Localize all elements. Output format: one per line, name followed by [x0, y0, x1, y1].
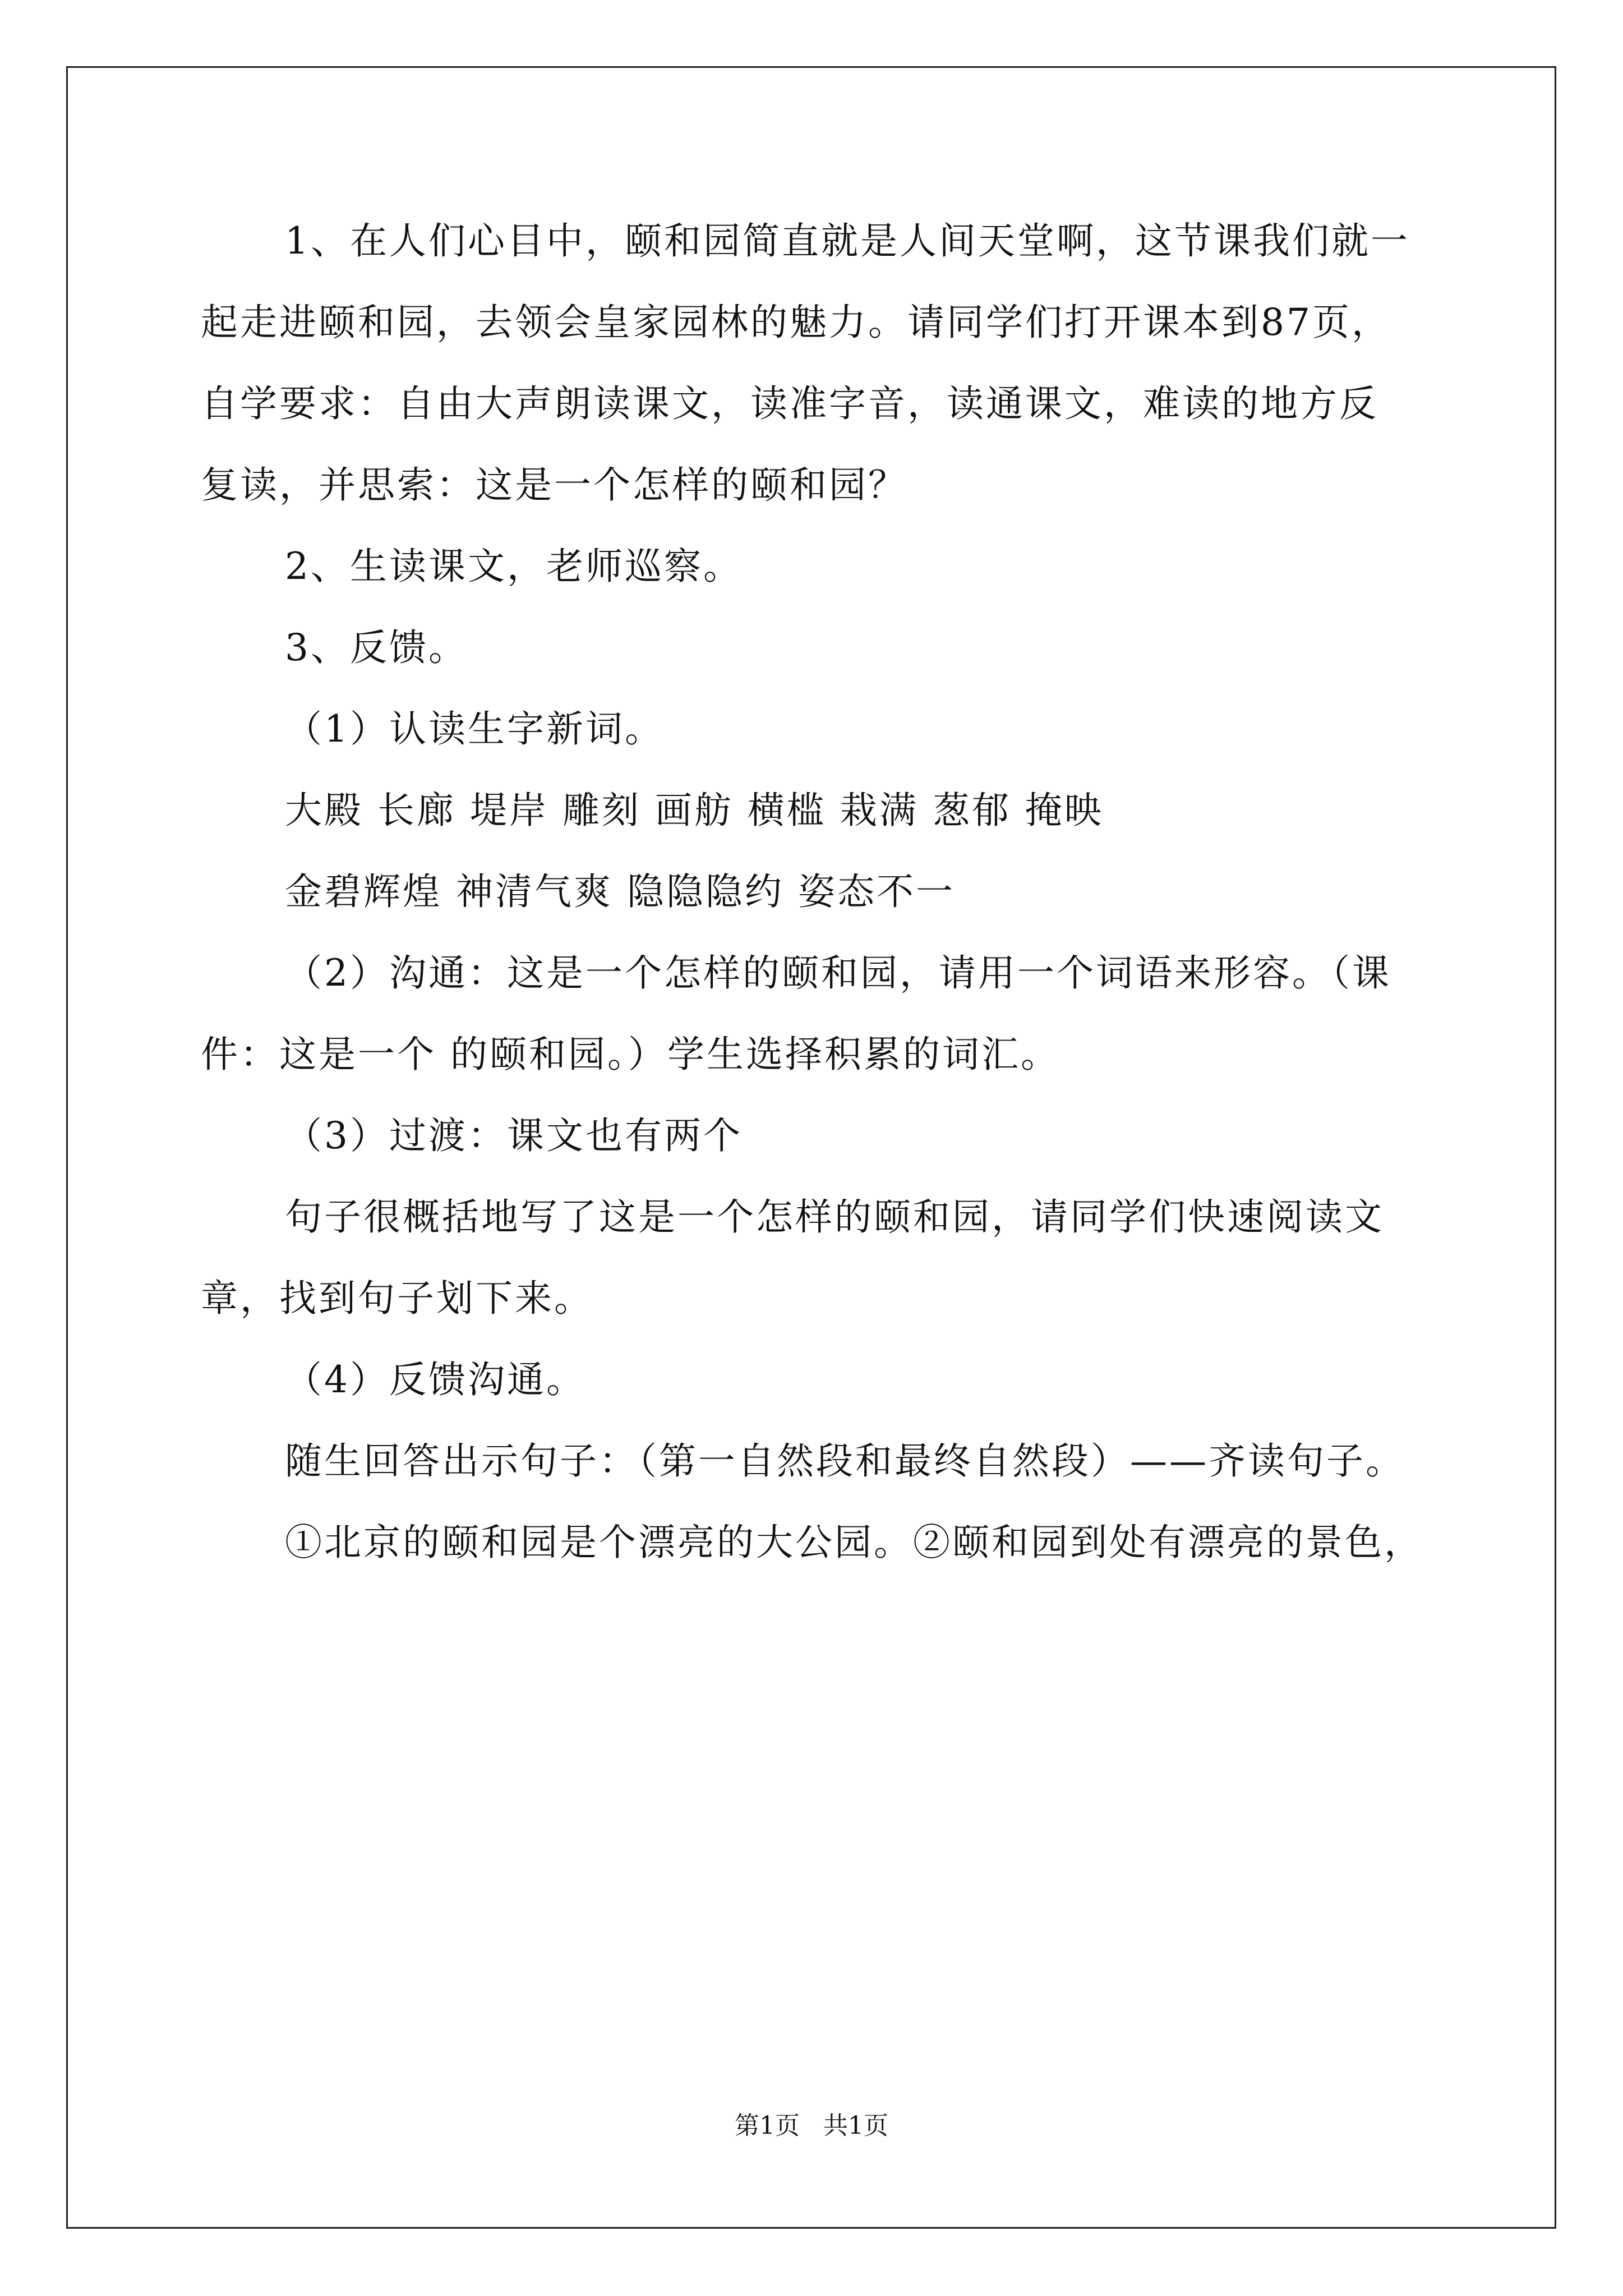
paragraph-line-16: 随生回答出示句子：（第一自然段和最终自然段）——齐读句子。	[285, 1439, 1405, 1483]
paragraph-line-15: （4）反馈沟通。	[285, 1358, 585, 1401]
paragraph-line-10: （2）沟通：这是一个怎样的颐和园，请用一个词语来形容。（课	[285, 951, 1391, 995]
paragraph-line-17: ①北京的颐和园是个漂亮的大公园。②颐和园到处有漂亮的景色，	[285, 1521, 1423, 1564]
paragraph-line-7: （1）认读生字新词。	[285, 707, 664, 751]
paragraph-line-12: （3）过渡：课文也有两个	[285, 1114, 743, 1157]
paragraph-line-3: 自学要求：自由大声朗读课文，读准字音，读通课文，难读的地方反	[201, 382, 1378, 425]
vocabulary-line-2: 金碧辉煌 神清气爽 隐隐隐约 姿态不一	[285, 870, 955, 913]
paragraph-line-11: 件：这是一个 的颐和园。）学生选择积累的词汇。	[201, 1033, 1060, 1076]
paragraph-line-1: 1、在人们心目中，颐和园简直就是人间天堂啊，这节课我们就一	[285, 219, 1410, 263]
paragraph-line-6: 3、反馈。	[285, 626, 468, 669]
paragraph-line-14: 章，找到句子划下来。	[201, 1277, 593, 1320]
paragraph-line-5: 2、生读课文，老师巡察。	[285, 545, 743, 588]
paragraph-line-4: 复读，并思索：这是一个怎样的颐和园？	[201, 463, 907, 507]
vocabulary-line-1: 大殿 长廊 堤岸 雕刻 画舫 横槛 栽满 葱郁 掩映	[285, 789, 1104, 832]
page-footer: 第1页 共1页	[735, 2111, 888, 2140]
paragraph-line-13: 句子很概括地写了这是一个怎样的颐和园，请同学们快速阅读文	[285, 1195, 1384, 1239]
paragraph-line-2: 起走进颐和园，去领会皇家园林的魅力。请同学们打开课本到87页，	[201, 301, 1391, 344]
